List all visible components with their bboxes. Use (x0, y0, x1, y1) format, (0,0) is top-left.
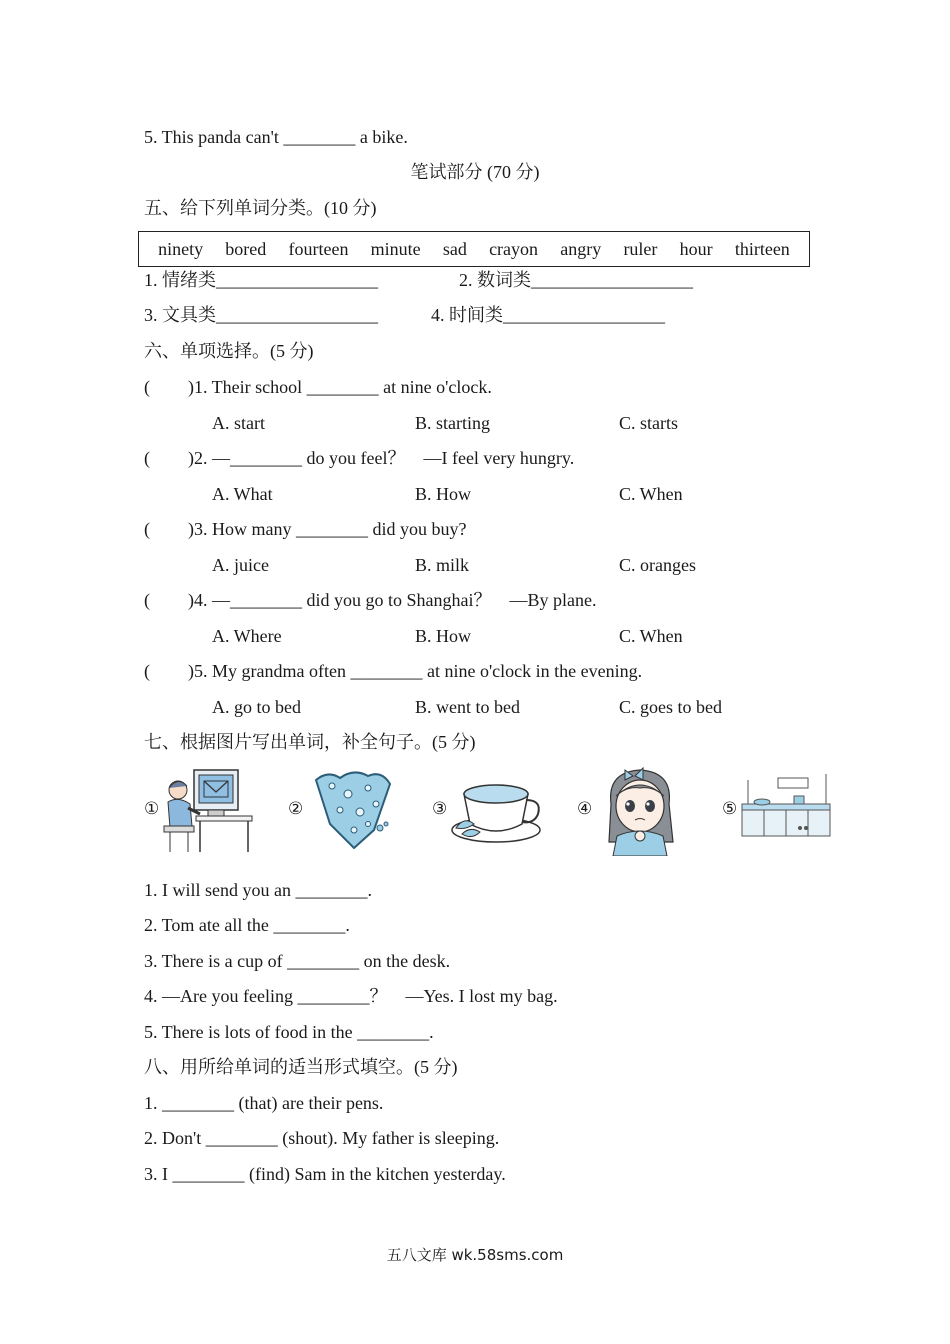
question-stem: )2. —________ do you feel？ —I feel very hungry. (188, 448, 575, 468)
option-a: A. Where (212, 626, 282, 646)
word: sad (442, 238, 467, 259)
answer-paren: ( (144, 519, 150, 539)
picture-sentence-3: 3. There is a cup of ________ on the desk. (144, 951, 451, 971)
answer-paren: ( (144, 590, 150, 610)
answer-paren: ( (144, 448, 150, 468)
category-number: 2. 数词类__________________ (459, 270, 693, 290)
option-b: B. How (415, 484, 472, 504)
option-b: B. starting (415, 413, 490, 433)
word: bored (225, 238, 267, 259)
pic-number-2: ② (288, 799, 304, 818)
question-stem: )4. —________ did you go to Shanghai？ —By plane. (188, 590, 597, 610)
option-a: A. juice (212, 555, 269, 575)
form-sentence-1: 1. ________ (that) are their pens. (144, 1093, 384, 1113)
option-a: A. start (212, 413, 265, 433)
option-c: C. goes to bed (619, 697, 722, 717)
question-stem: )5. My grandma often ________ at nine o'clock in the evening. (188, 661, 643, 681)
picture-sentence-2: 2. Tom ate all the ________. (144, 915, 350, 935)
cheese-picture (310, 764, 395, 856)
word: hour (679, 238, 713, 259)
picture-sentence-4: 4. —Are you feeling ________？ —Yes. I lost my bag. (144, 986, 558, 1006)
word: fourteen (288, 238, 349, 259)
mc-question-5 (144, 659, 642, 683)
mc-question-3 (144, 517, 466, 541)
word: crayon (489, 238, 539, 259)
question-5-top: 5. This panda can't ________ a bike. (144, 127, 408, 147)
pic-number-4: ④ (577, 799, 593, 818)
option-a: A. go to bed (212, 697, 301, 717)
picture-sentence-5: 5. There is lots of food in the ________. (144, 1022, 434, 1042)
section-8-title: 八、用所给单词的适当形式填空。(5 分) (144, 1057, 458, 1077)
tea-cup-picture (450, 764, 545, 856)
pic-number-3: ③ (432, 799, 448, 818)
written-section-title: 笔试部分 (70 分) (410, 162, 540, 182)
word-box (138, 231, 810, 267)
picture-sentence-1: 1. I will send you an ________. (144, 880, 372, 900)
mc-question-1 (144, 375, 492, 399)
word: thirteen (734, 238, 790, 259)
section-7-title: 七、根据图片写出单词，补全句子。(5 分) (144, 732, 476, 752)
kitchen-picture (738, 764, 833, 856)
word: ninety (158, 238, 204, 259)
form-sentence-3: 3. I ________ (find) Sam in the kitchen yesterday. (144, 1164, 506, 1184)
form-sentence-2: 2. Don't ________ (shout). My father is sleeping. (144, 1128, 500, 1148)
category-time: 4. 时间类__________________ (431, 305, 665, 325)
mc-question-2 (144, 446, 574, 470)
option-c: C. When (619, 626, 683, 646)
option-c: C. oranges (619, 555, 696, 575)
computer-email-picture (160, 764, 255, 856)
option-c: C. When (619, 484, 683, 504)
question-stem: )3. How many ________ did you buy? (188, 519, 467, 539)
section-5-title: 五、给下列单词分类。(10 分) (144, 198, 377, 218)
option-b: B. How (415, 626, 472, 646)
footer-watermark: 五八文库 wk.58sms.com (386, 1246, 564, 1264)
option-b: B. went to bed (415, 697, 520, 717)
section-6-title: 六、单项选择。(5 分) (144, 341, 314, 361)
sad-girl-picture (603, 764, 678, 856)
pic-number-1: ① (144, 799, 160, 818)
answer-paren: ( (144, 377, 150, 397)
mc-question-4 (144, 588, 596, 612)
question-stem: )1. Their school ________ at nine o'clock. (188, 377, 492, 397)
answer-paren: ( (144, 661, 150, 681)
option-b: B. milk (415, 555, 470, 575)
word: minute (370, 238, 421, 259)
category-emotion: 1. 情绪类__________________ (144, 270, 378, 290)
option-c: C. starts (619, 413, 679, 433)
option-a: A. What (212, 484, 273, 504)
category-stationery: 3. 文具类__________________ (144, 305, 378, 325)
word: ruler (623, 238, 658, 259)
word: angry (560, 238, 602, 259)
pic-number-5: ⑤ (722, 799, 738, 818)
